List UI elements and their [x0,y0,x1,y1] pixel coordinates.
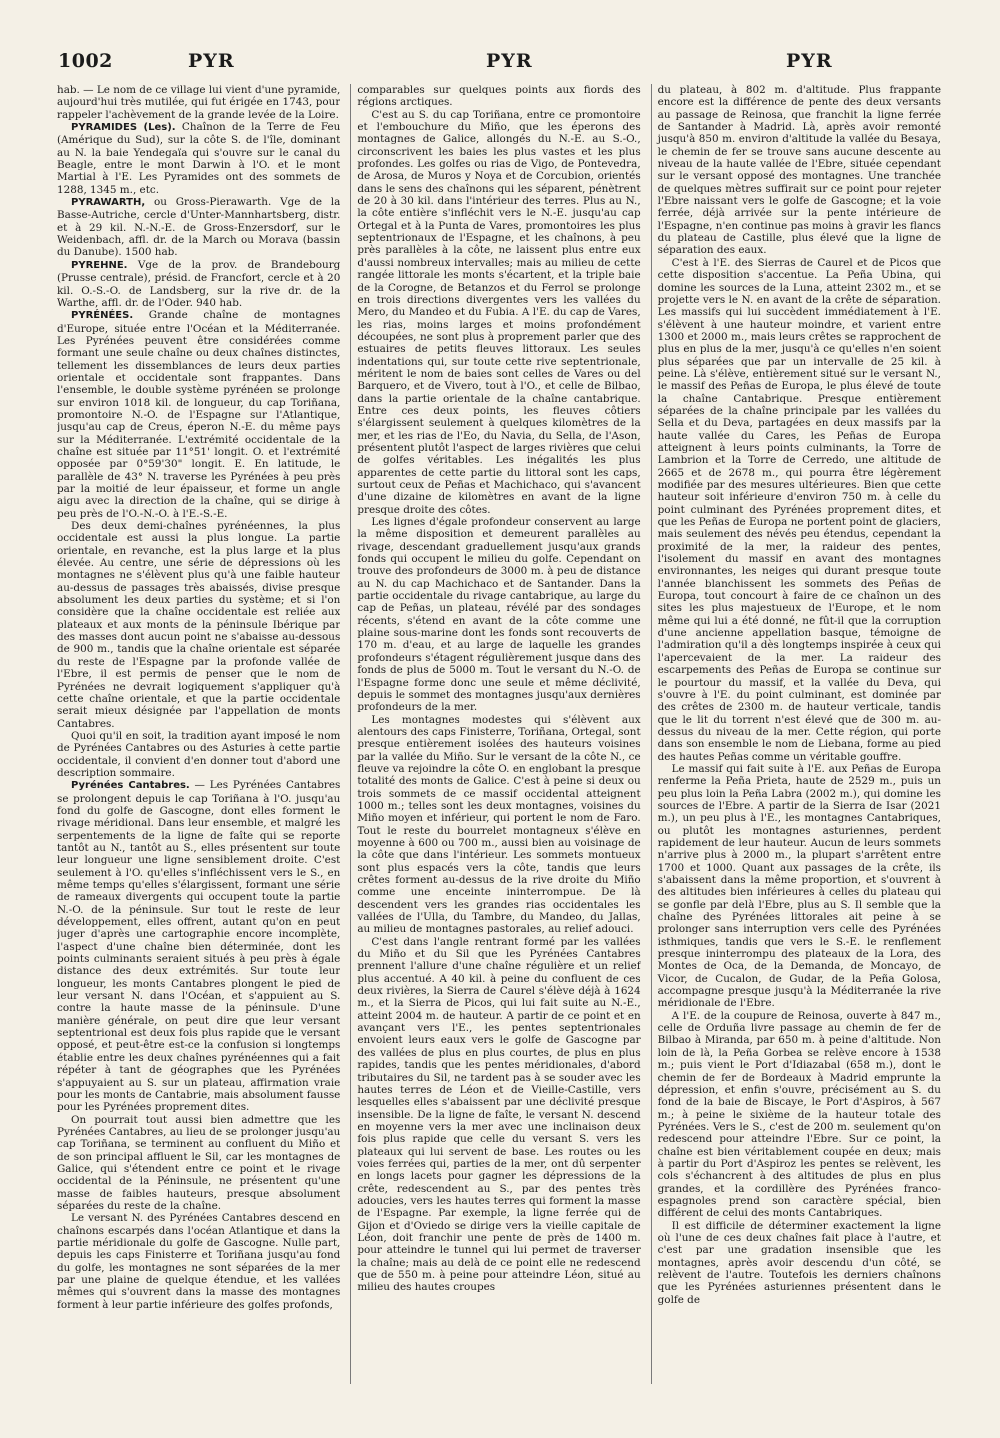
paragraph [658,1220,941,1306]
paragraph [57,84,340,121]
paragraph [57,309,340,520]
paragraph-text: C'est au S. du cap Toriñana, entre ce promontoire et l'embouchure du Miño, que les éperons des montagnes de Galice, allongés du N.-E. au S.-O., circonscrivent les baies les plus vastes et les plus profondes. Les golfes ou rias de Vigo, de Pontevedra, de Arosa, de Muros y Noya et de Corcubion, orientés dans le sens des chaînons qui les séparent, pénètrent de 20 à 30 kil. dans l'intérieur des terres. Plus au N., la côte entière s'infléchit vers le N.-E. jusqu'au cap Ortegal et à la Punta de Vares, promontoires les plus septentrionaux de l'Espagne, et les chaînons, à peu près parallèles à la côte, ne laissent plus entre eux d'aussi nombreux intervalles; mais au milieu de cette rangée littorale les monts s'écartent, et la triple baie de la Corogne, de Betanzos et du Ferrol se prolonge en trois directions divergentes vers les vallées du Mero, du Mandeo et du Fubia. A l'E. du cap de Vares, les rias, moins larges et moins profondément découpées, ne sont plus à proprement parler que des estuaires de petits fleuves littoraux. Les seules indentations qui, sur toute cette rive septentrionale, méritent le nom de baies sont celles de Vares ou del Barquero, et de Vivero, tout à l'O., et celle de Bilbao, dans la partie orientale de la chaîne cantabrique. Entre ces deux points, les fleuves côtiers s'élargissent seulement à quelques kilomètres de la mer, et les rias de l'Eo, du Navia, du Sella, de l'Ason, présentent plutôt l'aspect de larges rivières que celui de golfes véritables. Les inégalités les plus apparentes de cette partie du littoral sont les caps, surtout ceux de Peñas et Machichaco, qui s'avancent d'une dizaine de kilomètres en avant de la ligne presque droite des côtes. [357,108,641,516]
page-number: 1002 [58,50,113,72]
paragraph [57,259,340,309]
paragraph [357,936,640,1294]
paragraph-text: Des deux demi-chaînes pyrénéennes, la plus occidentale est aussi la plus longue. La partie orientale, en revanche, est la plus large et la plus élevée. Au centre, une série de dépressions où les montagnes ne s'élèvent plus qu'à une faible hauteur au-dessus de passages très abaissés, divise presque absolument les deux parties du système; et si l'on considère que la chaîne occidentale est reliée aux plateaux et aux monts de la péninsule Ibérique par des masses dont aucun point ne s'abaisse au-dessous de 900 m., tandis que la chaîne orientale est séparée du reste de l'Espagne par la profonde vallée de l'Ebre, il est permis de penser que le nom de Pyrénées ne devrait logiquement s'appliquer qu'à cette chaîne orientale, et que la partie occidentale serait mieux désignée par l'appellation de monts Cantabres. [57,520,341,730]
paragraph-text: ou Gross-Pierawarth. Vge de la Basse-Autriche, cercle d'Unter-Mannhartsberg, distr. et à 29 kil. N.-N.-E. de Gross-Enzersdorf, sur le Weidenbach, affl. dr. de la March ou Morava (bassin du Danube). 1500 hab. [57,196,341,259]
column-left [57,84,340,1384]
entry-headword: Pyrénées Cantabres. [71,780,190,792]
paragraph [57,730,340,779]
paragraph [658,257,941,763]
paragraph [357,84,640,109]
paragraph-text: Les lignes d'égale profondeur conservent au large la même disposition et demeurent parallèles au rivage, descendant graduellement jusqu'aux grands fonds qui occupent le milieu du golfe. Cependant on trouve des profondeurs de 3000 m. à peu de distance au N. du cap Machichaco et de Santander. Dans la partie occidentale du rivage cantabrique, au large du cap de Peñas, un plateau, révélé par des sondages récents, s'étend en avant de la côte comme une plaine sous-marine dont les fonds sont recouverts de 170 m. d'eau, et au large de laquelle les grandes profondeurs s'étagent régulièrement jusque dans des fonds de plus de 5000 m. Tout le versant du N.-O. de l'Espagne forme donc une seule et même déclivité, depuis le sommet des montagnes jusqu'aux dernières profondeurs de la mer. [357,516,641,714]
paragraph-text: Les montagnes modestes qui s'élèvent aux alentours des caps Finisterre, Toriñana, Ortegal, sont presque entièrement isolées des hauteurs voisines par la vallée du Miño. Sur le versant de la côte N., ce fleuve va rejoindre la côte O. en englobant la presque totalité des monts de Galice. C'est à peine si deux ou trois sommets de ce massif occidental atteignent 1000 m.; telles sont les deux montagnes, voisines du Miño moyen et inférieur, qui portent le nom de Faro. Tout le reste du bourrelet montagneux s'élève en moyenne à 600 ou 700 m., aussi bien au voisinage de la côte que dans l'intérieur. Les sommets montueux sont plus espacés vers la côte, tandis que leurs crêtes forment au-dessus de la rive droite du Miño comme une enceinte ininterrompue. De là descendent vers les grandes rias occidentales les vallées de l'Ulla, du Tambre, du Mandeo, du Jallas, au milieu de montagnes pastorales, au relief adouci. [357,713,641,936]
paragraph [658,84,941,257]
paragraph [57,520,340,730]
paragraph [57,121,340,196]
paragraph [57,779,340,1113]
running-head-right: PYR [786,50,833,72]
paragraph [57,1114,340,1213]
entry-headword: PYREHNE. [71,259,128,271]
paragraph [357,516,640,714]
paragraph [57,196,340,259]
paragraph [357,109,640,516]
paragraph [57,1212,340,1311]
column-middle [350,84,640,1384]
paragraph [658,763,941,1010]
entry-headword: PYRAWARTH, [71,197,146,209]
page-header [58,50,938,82]
paragraph-text: hab. — Le nom de ce village lui vient d'une pyramide, aujourd'hui très mutilée, qui fut érigée en 1743, pour rappeler l'achèvement de la grande levée de la Loire. [57,84,341,121]
text-columns [57,84,941,1384]
paragraph-text: Le versant N. des Pyrénées Cantabres descend en chaînons escarpés dans l'océan Atlantique et dans la partie méridionale du golfe de Gascogne. Nulle part, depuis les caps Finisterre et Toriñana jusqu'au fond du golfe, les montagnes ne sont séparées de la mer par une plaine de quelque étendue, et les vallées mêmes qui s'ouvrent dans la masse des montagnes forment à leur partie inférieure des golfes profonds, [57,1212,341,1311]
paragraph-text: C'est dans l'angle rentrant formé par les vallées du Miño et du Sil que les Pyrénées Cantabres prennent l'allure d'une chaîne régulière et un relief plus accentué. A 40 kil. à peine du confluent de ces deux rivières, la Sierra de Caurel s'élève déjà à 1624 m., et la Sierra de Picos, qui lui fait suite au N.-E., atteint 2004 m. de hauteur. A partir de ce point et en avançant vers l'E., les pentes septentrionales envoient leurs eaux vers le golfe de Gascogne par des vallées de plus en plus courtes, de plus en plus rapides, tandis que les pentes méridionales, d'abord tributaires du Sil, ne tardent pas à se souder avec les hautes terres de Léon et de Vieille-Castille, vers lesquelles elles s'abaissent par une déclivité presque insensible. De la ligne de faîte, le versant N. descend en moyenne vers la mer avec une inclinaison deux fois plus rapide que celle du versant S. vers les plateaux qui lui servent de base. Les routes ou les voies ferrées qui, parties de la mer, ont dû serpenter en longs lacets pour gagner les dépressions de la crête, redescendent au S., par des pentes très adoucies, vers les hautes terres qui forment la masse de l'Espagne. Par exemple, la ligne ferrée qui de Gijon et d'Oviedo se dirige vers la vieille capitale de Léon, doit franchir une pente de près de 1400 m. pour atteindre le tunnel qui lui permet de traverser la chaîne; mais au delà de ce point elle ne redescend que de 550 m. à peine pour atteindre Léon, situé au milieu des hautes croupes [357,935,641,1294]
paragraph-text: C'est à l'E. des Sierras de Caurel et de Picos que cette disposition s'accentue. La Peña Ubina, qui domine les sources de la Luna, atteint 2302 m., et se projette vers le N. en avant de la crête de séparation. Les massifs qui lui succèdent immédiatement à l'E. s'élèvent à une hauteur moindre, et varient entre 1300 et 2000 m., mais leurs crêtes se rapprochent de plus en plus de la mer, jusqu'à ce qu'elles n'en soient plus séparées que par un intervalle de 25 kil. à peine. Là s'élève, entièrement situé sur le versant N., le massif des Peñas de Europa, le plus élevé de toute la chaîne Cantabrique. Presque entièrement séparées de la chaîne principale par les vallées du Sella et du Deva, partagées en deux massifs par la haute vallée du Cares, les Peñas de Europa atteignent à leurs points culminants, la Torre de Lambrion et la Torre de Cerredo, une altitude de 2665 et de 2678 m., qui pourra être légèrement modifiée par des mesures ultérieures. Bien que cette hauteur soit inférieure d'environ 750 m. à celle du point culminant des Pyrénées proprement dites, et que les Peñas de Europa ne portent point de glaciers, mais seulement des névés peu étendus, cependant la proximité de la mer, la raideur des pentes, l'isolement du massif en avant des montagnes environnantes, les neiges qui durant presque toute l'année blanchissent les sommets des Peñas de Europa, tout concourt à faire de ce chaînon un des sites les plus majestueux de l'Europe, et le nom même qui lui a été donné, ne fût-il que la corruption d'une ancienne appellation basque, témoigne de l'admiration qu'il a dès longtemps inspirée à ceux qui l'apercevaient de la mer. La raideur des escarpements des Peñas de Europa se continue sur le pourtour du massif, et la vallée du Deva, qui s'ouvre à l'E. du point culminant, est dominée par des crêtes de 2300 m. de hauteur verticale, tandis que le lit du torrent n'est élevé que de 300 m. au-dessus du niveau de la mer. Cette région, qui porte dans son ensemble le nom de Liebana, forme au pied des hautes Peñas comme un véritable gouffre. [657,256,941,763]
paragraph-text: — Les Pyrénées Cantabres se prolongent depuis le cap Toriñana à l'O. jusqu'au fond du golfe de Gascogne, dont elles forment le rivage méridional. Dans leur ensemble, et malgré les serpentements de la ligne de faîte qui se reporte tantôt au N., tantôt au S., elles présentent sur toute leur longueur une ligne sensiblement droite. C'est seulement à l'O. qu'elles s'infléchissent vers le S., en même temps qu'elles s'élargissent, formant une série de rameaux divergents qui occupent toute la partie N.-O. de la péninsule. Sur tout le reste de leur développement, elles offrent, autant qu'on en peut juger d'après une cartographie encore incomplète, l'aspect d'une chaîne bien déterminée, dont les points culminants seraient situés à peu près à égale distance des deux extrémités. Sur toute leur longueur, les monts Cantabres plongent le pied de leur versant N. dans l'Océan, et s'appuient au S. contre la haute masse de la péninsule. D'une manière générale, on peut dire que leur versant septentrional est deux fois plus rapide que le versant opposé, et peut-être est-ce la confusion si longtemps établie entre les deux chaînes pyrénéennes qui a fait répéter à tant de géographes que les Pyrénées s'appuyaient au S. sur un plateau, affirmation vraie pour les monts de Cantabrie, mais absolument fausse pour les Pyrénées proprement dites. [57,779,341,1114]
column-right [651,84,941,1384]
entry-headword: PYRÉNÉES. [71,310,134,322]
paragraph-text: Grande chaîne de montagnes d'Europe, située entre l'Océan et la Méditerranée. Les Pyrénées peuvent être considérées comme formant une seule chaîne ou deux chaînes distinctes, tellement les dissemblances de leurs deux parties orientale et occidentale sont frappantes. Dans l'ensemble, le double système pyrénéen se prolonge sur environ 1018 kil. de longueur, du cap Toriñana, promontoire N.-O. de l'Espagne sur l'Atlantique, jusqu'au cap de Creus, éperon N.-E. du même pays sur la Méditerranée. L'extrémité occidentale de la chaîne est située par 11°51' longit. O. et l'extrémité opposée par 0°59'30" longit. E. En latitude, le parallèle de 43° N. traverse les Pyrénées à peu près par la moitié de leur épaisseur, et forme un angle aigu avec la direction de la chaîne, qui se dirige à peu près de l'O.-N.-O. à l'E.-S.-E. [57,309,341,520]
paragraph-text: comparables sur quelques points aux fiords des régions arctiques. [357,84,641,109]
paragraph-text: Chaînon de la Terre de Feu (Amérique du Sud), sur la côte S. de l'île, dominant au N. la baie Yendegaïa qui s'ouvre sur le canal du Beagle, entre le mont Darwin à l'O. et le mont Martial à l'E. Les Pyramides ont des sommets de 1288, 1345 m., etc. [57,121,341,196]
paragraph-text: Il est difficile de déterminer exactement la ligne où l'une de ces deux chaînes fait place à l'autre, et c'est par une gradation insensible que les montagnes, après avoir descendu d'un côté, se relèvent de l'autre. Toutefois les derniers chaînons que les Pyrénées asturiennes présentent dans le golfe de [657,1219,941,1306]
paragraph-text: du plateau, à 802 m. d'altitude. Plus frappante encore est la différence de pente des deux versants au passage de Reinosa, que franchit la ligne ferrée de Santander à Madrid. Là, après avoir remonté jusqu'à 850 m. environ d'altitude la vallée du Besaya, le chemin de fer se trouve sans aucune descente au niveau de la haute vallée de l'Ebre, située cependant sur le versant opposé des montagnes. Une tranchée de quelques mètres suffirait sur ce point pour rejeter l'Ebre naissant vers le golfe de Gascogne; et la voie ferrée, déjà arrivée sur la pente intérieure de l'Espagne, n'en continue pas moins à gravir les flancs du plateau de Castille, plus élevé que la ligne de séparation des eaux. [657,84,941,257]
paragraph [357,714,640,936]
paragraph-text: Quoi qu'il en soit, la tradition ayant imposé le nom de Pyrénées Cantabres ou des Asturies à cette partie occidentale, il convient d'en donner tout d'abord une description sommaire. [57,729,341,779]
entry-headword: PYRAMIDES (Les). [71,122,176,134]
running-head-center: PYR [486,50,533,72]
paragraph-text: Le massif qui fait suite à l'E. aux Peñas de Europa renferme la Peña Prieta, haute de 2529 m., puis un peu plus loin la Peña Labra (2002 m.), qui domine les sources de l'Ebre. A partir de la Sierra de Isar (2021 m.), un peu plus à l'E., les montagnes Cantabriques, ou plutôt les montagnes asturiennes, perdent rapidement de leur hauteur. Aucun de leurs sommets n'arrive plus à 2000 m., la plupart s'arrêtent entre 1700 et 1000. Quant aux passages de la crête, ils s'abaissent dans la même proportion, et s'ouvrent à des altitudes bien inférieures à celles du plateau qui se gonfle par delà l'Ebre, plus au S. Il semble que la chaîne des Pyrénées littorales ait peine à se prolonger sans interruption vers celle des Pyrénées isthmiques, tandis que vers le S.-E. le renflement presque ininterrompu des plateaux de la Lora, des Montes de Oca, de la Demanda, de Moncayo, de Vicor, de Cucalon, de Gudar, de la Peña Golosa, accompagne presque jusqu'à la Méditerranée la rive méridionale de l'Ebre. [657,762,941,1010]
paragraph-text: Vge de la prov. de Brandebourg (Prusse centrale), présid. de Francfort, cercle et à 20 kil. O.-S.-O. de Landsberg, sur la rive dr. de la Warthe, affl. dr. de l'Oder. 940 hab. [57,258,341,309]
paragraph-text: On pourrait tout aussi bien admettre que les Pyrénées Cantabres, au lieu de se prolonger jusqu'au cap Toriñana, se terminent au confluent du Miño et de son principal affluent le Sil, car les montagnes de Galice, qui s'étendent entre ce point et le rivage occidental de la Péninsule, ne présentent qu'une masse de faibles hauteurs, presque absolument séparées du reste de la chaîne. [57,1113,341,1212]
paragraph [658,1010,941,1220]
running-head-left: PYR [188,50,235,72]
paragraph-text: A l'E. de la coupure de Reinosa, ouverte à 847 m., celle de Orduña livre passage au chemin de fer de Bilbao à Miranda, par 650 m. à peine d'altitude. Non loin de là, la Peña Gorbea se relève encore à 1538 m.; puis vient le Port d'Idiazabal (658 m.), dont le chemin de fer de Bordeaux à Madrid emprunte la dépression, et enfin s'ouvre, précisément au S. du fond de la baie de Biscaye, le Port d'Aspiros, à 567 m.; à peine le sixième de la hauteur totale des Pyrénées. Vers le S., c'est de 200 m. seulement qu'on redescend pour atteindre l'Ebre. Sur ce point, la chaîne est bien véritablement coupée en deux; mais à partir du Port d'Aspiroz les pentes se relèvent, les cols s'échancrent à des altitudes de plus en plus grandes, et la cordillère des Pyrénées franco-espagnoles prend son caractère spécial, bien différent de celui des monts Cantabriques. [657,1009,941,1220]
